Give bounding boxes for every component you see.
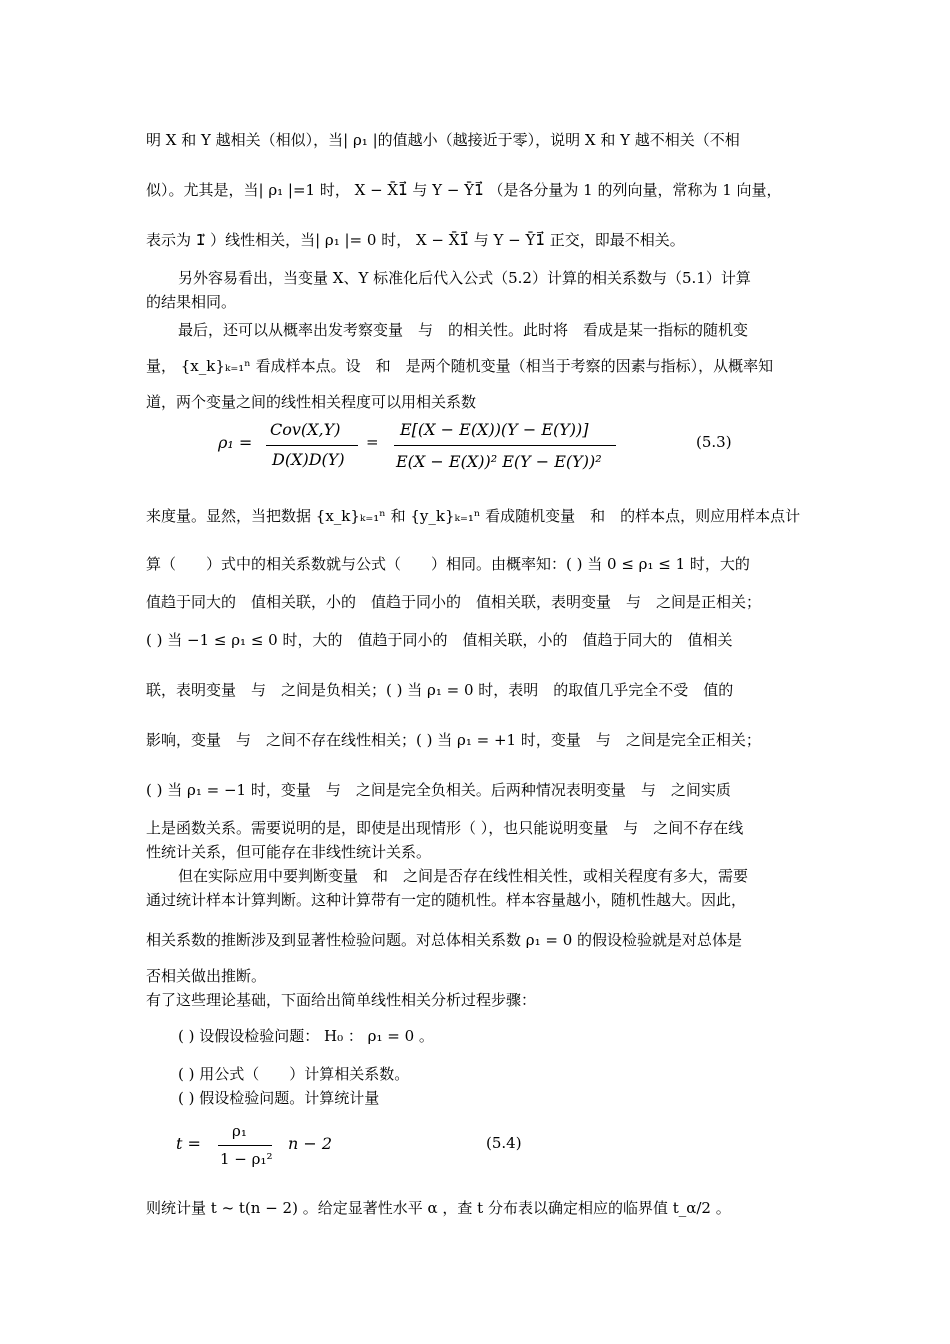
paragraph-line: 否相关做出推断。 xyxy=(146,967,267,985)
paragraph-line: 算（ ）式中的相关系数就与公式（ ）相同。由概率知：( ) 当 0 ≤ ρ₁ ≤ 1 时，大的 xyxy=(146,555,750,573)
paragraph-line: 道，两个变量之间的线性相关程度可以用相关系数 xyxy=(146,393,477,411)
fraction-bar xyxy=(218,1145,272,1146)
paragraph-line: 上是函数关系。需要说明的是，即使是出现情形（ ），也只能说明变量 与 之间不存在线 xyxy=(146,819,744,837)
eq-lhs: t = xyxy=(176,1134,201,1153)
paragraph-line: 通过统计样本计算判断。这种计算带有一定的随机性。样本容量越小，随机性越大。因此， xyxy=(146,891,747,909)
paragraph-line: 明 X 和 Y 越相关（相似），当| ρ₁ |的值越小（越接近于零），说明 X 和 Y 越不相关（不相 xyxy=(146,131,740,149)
paragraph-line: 另外容易看出，当变量 X、Y 标准化后代入公式（5.2）计算的相关系数与（5.1）计算 xyxy=(178,269,751,287)
eq-denominator: 1 − ρ₁² xyxy=(220,1150,273,1168)
paragraph-line: ( ) 当 ρ₁ = −1 时，变量 与 之间是完全负相关。后两种情况表明变量 与 之间实质 xyxy=(146,781,731,799)
paragraph-line: 表示为 1⃗ ）线性相关，当| ρ₁ |= 0 时， X − X̄1⃗ 与 Y − Ȳ1⃗ 正交，即最不相关。 xyxy=(146,231,685,249)
fraction-bar xyxy=(266,445,358,446)
list-item: ( ) 假设检验问题。计算统计量 xyxy=(178,1089,380,1107)
paragraph-line: 有了这些理论基础，下面给出简单线性相关分析过程步骤： xyxy=(146,991,537,1009)
paragraph-line: 似）。尤其是，当| ρ₁ |=1 时， X − X̄1⃗ 与 Y − Ȳ1⃗ （是各分量为 1 的列向量，常称为 1 向量， xyxy=(146,181,782,199)
paragraph-line: 影响，变量 与 之间不存在线性相关；( ) 当 ρ₁ = +1 时，变量 与 之间是完全正相关； xyxy=(146,731,761,749)
paragraph-line: ( ) 当 −1 ≤ ρ₁ ≤ 0 时，大的 值趋于同小的 值相关联，小的 值趋于同大的 值相关 xyxy=(146,631,733,649)
paragraph-line: 则统计量 t ~ t(n − 2) 。给定显著性水平 α ，查 t 分布表以确定相应的临界值 t_α/2 。 xyxy=(146,1199,731,1217)
list-item: ( ) 用公式（ ）计算相关系数。 xyxy=(178,1065,410,1083)
eq-numerator-expectation: E[(X − E(X))(Y − E(Y))] xyxy=(400,420,589,439)
paragraph-line: 性统计关系，但可能存在非线性统计关系。 xyxy=(146,843,432,861)
paragraph-line: 但在实际应用中要判断变量 和 之间是否存在线性相关性，或相关程度有多大，需要 xyxy=(178,867,749,885)
paragraph-line: 联，表明变量 与 之间是负相关；( ) 当 ρ₁ = 0 时，表明 的取值几乎完全不受 值的 xyxy=(146,681,734,699)
paragraph-line: 来度量。显然，当把数据 {x_k}ₖ₌₁ⁿ 和 {y_k}ₖ₌₁ⁿ 看成随机变量 和 的样本点，则应用样本点计 xyxy=(146,507,801,525)
eq-sqrt-factor: n − 2 xyxy=(288,1134,333,1153)
fraction-bar xyxy=(394,445,616,446)
paragraph-line: 相关系数的推断涉及到显著性检验问题。对总体相关系数 ρ₁ = 0 的假设检验就是对总体是 xyxy=(146,931,743,949)
eq-number-tag: (5.4) xyxy=(486,1134,522,1152)
paragraph-line: 值趋于同大的 值相关联，小的 值趋于同小的 值相关联，表明变量 与 之间是正相关； xyxy=(146,593,762,611)
eq-denominator-expectation: E(X − E(X))² E(Y − E(Y))² xyxy=(396,452,602,471)
eq-denominator-var: D(X)D(Y) xyxy=(272,450,345,469)
eq-lhs: ρ₁ = xyxy=(218,433,253,452)
eq-number-tag: (5.3) xyxy=(696,433,732,451)
paragraph-line: 量， {x_k}ₖ₌₁ⁿ 看成样本点。设 和 是两个随机变量（相当于考察的因素与指标），从概率知 xyxy=(146,357,774,375)
paragraph-line: 最后，还可以从概率出发考察变量 与 的相关性。此时将 看成是某一指标的随机变 xyxy=(178,321,749,339)
eq-numerator-rho: ρ₁ xyxy=(232,1122,247,1140)
eq-equals: = xyxy=(366,433,379,451)
eq-numerator-cov: Cov(X,Y) xyxy=(270,420,341,439)
list-item: ( ) 设假设检验问题： H₀ ： ρ₁ = 0 。 xyxy=(178,1027,434,1045)
paragraph-line: 的结果相同。 xyxy=(146,293,237,311)
